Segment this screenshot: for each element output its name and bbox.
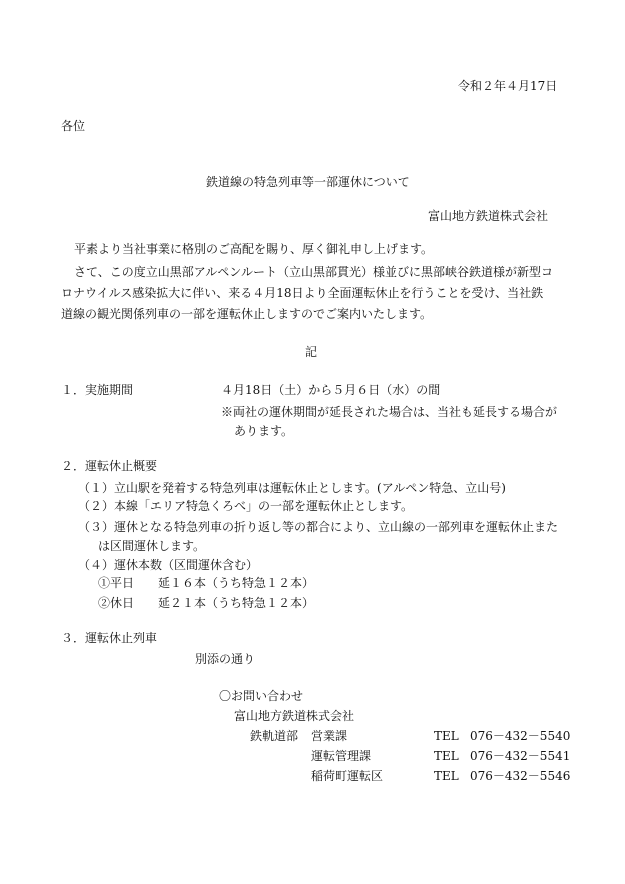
section-1-heading: １．実施期間	[61, 383, 134, 397]
section-3-value: 別添の通り	[195, 652, 256, 666]
addressee: 各位	[61, 119, 86, 133]
section-2-item-2: （２）本線「エリア特急くろべ」の一部を運転休止とします。	[78, 499, 414, 513]
document-title: 鉄道線の特急列車等一部運休について	[206, 175, 410, 189]
section-1-note-line-2: あります。	[234, 424, 294, 438]
section-3-heading: ３．運転休止列車	[61, 631, 158, 645]
section-2-holiday-count: ②休日 延２１本（うち特急１２本）	[98, 596, 315, 610]
section-2-weekday-count: ①平日 延１６本（うち特急１２本）	[98, 576, 315, 590]
contact-row-tel-number: 076－432－5546	[470, 769, 571, 783]
contact-row-tel-label: TEL	[434, 749, 459, 763]
section-1-note-line-1: ※両社の運休期間が延長された場合は、当社も延長する場合が	[221, 405, 558, 419]
notice-paragraph-line-3: 道線の観光関係列車の一部を運転休止しますのでご案内いたします。	[61, 307, 433, 321]
contact-row-name: 運転管理課	[311, 749, 372, 763]
contact-row-tel-label: TEL	[434, 729, 459, 743]
contact-company: 富山地方鉄道株式会社	[234, 709, 355, 723]
section-2-heading: ２．運転休止概要	[61, 459, 158, 473]
contact-row-tel-label: TEL	[434, 769, 459, 783]
document-date: 令和２年４月17日	[458, 79, 558, 93]
section-2-item-1: （１）立山駅を発着する特急列車は運転休止とします。(アルペン特急、立山号)	[78, 481, 506, 495]
contact-row-tel-number: 076－432－5541	[470, 749, 571, 763]
section-2-item-3-line-1: （３）運休となる特急列車の折り返し等の都合により、立山線の一部列車を運転休止また	[78, 520, 559, 534]
contact-heading: 〇お問い合わせ	[219, 689, 304, 703]
section-1-period: ４月18日（土）から５月６日（水）の間	[221, 383, 441, 397]
contact-row-name: 営業課	[311, 729, 348, 743]
section-2-item-4: （４）運休本数（区間運休含む）	[78, 558, 259, 572]
notice-paragraph-line-1: さて、この度立山黒部アルペンルート（立山黒部貫光）様並びに黒部峡谷鉄道様が新型コ	[74, 265, 553, 279]
ki-marker: 記	[305, 345, 318, 359]
section-2-item-3-line-2: は区間運休します。	[98, 539, 206, 553]
contact-row-tel-number: 076－432－5540	[470, 729, 571, 743]
contact-department: 鉄軌道部	[250, 729, 299, 743]
greeting-paragraph: 平素より当社事業に格別のご高配を賜り、厚く御礼申し上げます。	[74, 242, 434, 256]
contact-row-name: 稲荷町運転区	[311, 769, 384, 783]
notice-paragraph-line-2: ロナウイルス感染拡大に伴い、来る４月18日より全面運転休止を行うことを受け、当社鉄	[61, 286, 544, 300]
sender-company: 富山地方鉄道株式会社	[428, 209, 549, 223]
